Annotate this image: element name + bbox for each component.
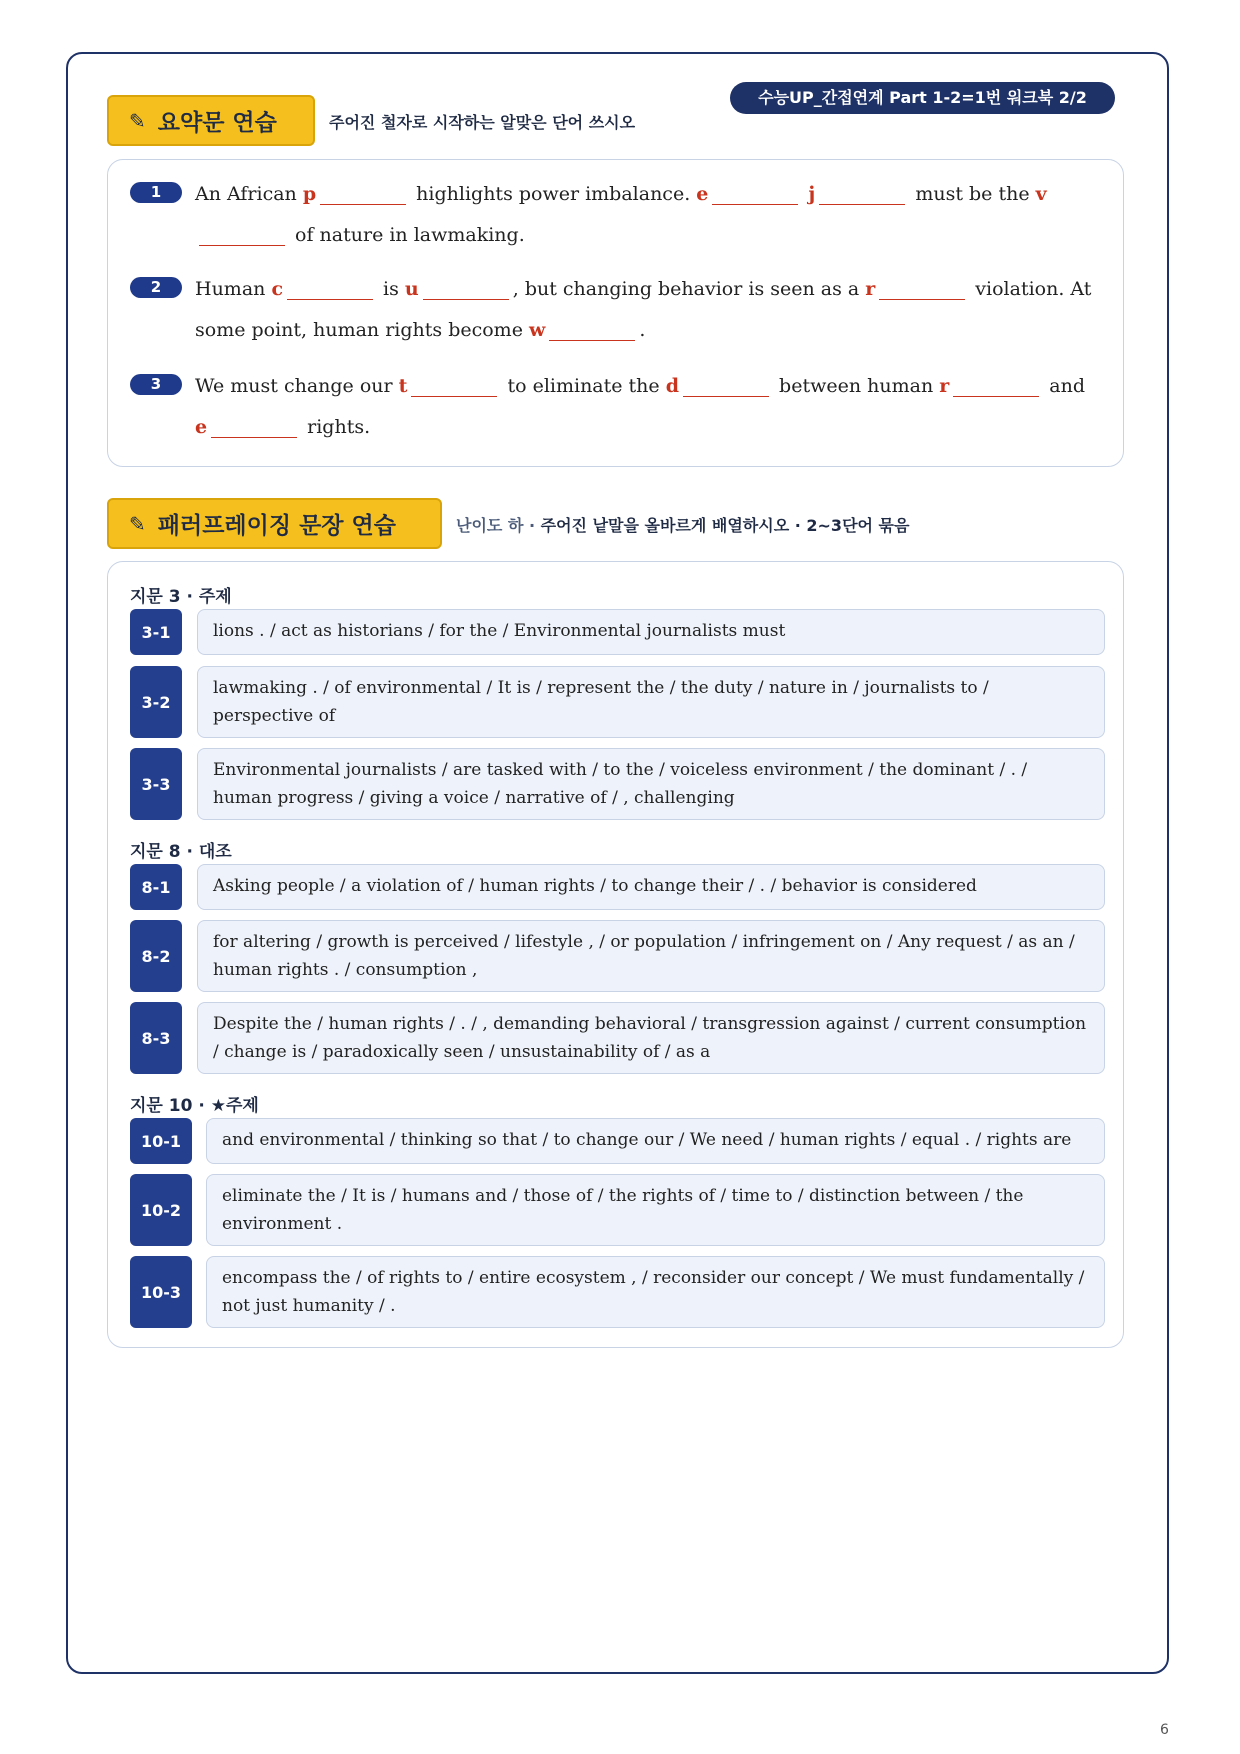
summary-item-text	[195, 269, 1100, 351]
hint-letter: u	[404, 278, 419, 300]
row-number: 10-1	[130, 1118, 192, 1164]
answer-blank[interactable]	[683, 374, 769, 397]
word-chunks: lawmaking . / of environmental / It is / represent the / the duty / nature in / journalists to / perspective of	[197, 666, 1105, 738]
summary-item-number: 2	[130, 277, 182, 298]
word-chunks: and environmental / thinking so that / to change our / We need / human rights / equal . / rights are	[206, 1118, 1105, 1164]
row-number: 8-2	[130, 920, 182, 992]
word-chunks: Environmental journalists / are tasked with / to the / voiceless environment / the dominant / . / human progress / giving a voice / narrative of / , challenging	[197, 748, 1105, 820]
hint-letter: e	[195, 416, 208, 438]
hint-letter: e	[696, 183, 709, 205]
sentence-fragment: rights.	[301, 416, 371, 438]
answer-blank[interactable]	[549, 318, 635, 341]
word-chunks: Asking people / a violation of / human rights / to change their / . / behavior is considered	[197, 864, 1105, 910]
row-number: 3-1	[130, 609, 182, 655]
paraphrase-instruction-text: 주어진 낱말을 올바르게 배열하시오 · 2~3단어 묶음	[540, 516, 910, 535]
difficulty-label: 난이도 하 ·	[456, 516, 541, 535]
summary-item-number: 1	[130, 182, 182, 203]
passage-label: 지문 10 · ★주제	[130, 1096, 259, 1116]
summary-instruction: 주어진 철자로 시작하는 알맞은 단어 쓰시오	[329, 113, 636, 132]
hint-letter: w	[528, 319, 546, 341]
answer-blank[interactable]	[423, 277, 509, 300]
answer-blank[interactable]	[879, 277, 965, 300]
answer-blank[interactable]	[199, 223, 285, 246]
hint-letter: v	[1035, 183, 1047, 205]
summary-item-text	[195, 366, 1100, 448]
answer-blank[interactable]	[953, 374, 1039, 397]
hint-letter: d	[665, 375, 680, 397]
paraphrase-row	[130, 748, 1105, 820]
sentence-fragment: , but changing behavior is seen as a	[512, 278, 866, 300]
answer-blank[interactable]	[287, 277, 373, 300]
word-chunks: lions . / act as historians / for the / Environmental journalists must	[197, 609, 1105, 655]
row-number: 8-3	[130, 1002, 182, 1074]
hint-letter: c	[271, 278, 284, 300]
pencil-icon: ✎	[129, 511, 146, 536]
sentence-fragment: An African	[195, 183, 303, 205]
row-number: 3-3	[130, 748, 182, 820]
paraphrase-row	[130, 920, 1105, 992]
paraphrase-row	[130, 1002, 1105, 1074]
answer-blank[interactable]	[411, 374, 497, 397]
paraphrase-row	[130, 666, 1105, 738]
paraphrase-section-tag	[107, 498, 442, 549]
page-number: 6	[1160, 1722, 1169, 1738]
paraphrase-section-title: 패러프레이징 문장 연습	[157, 513, 396, 539]
sentence-fragment: between human	[773, 375, 940, 397]
hint-letter: j	[808, 183, 816, 205]
sentence-fragment: is	[377, 278, 405, 300]
paraphrase-row	[130, 864, 1105, 910]
answer-blank[interactable]	[211, 415, 297, 438]
summary-item-number: 3	[130, 374, 182, 395]
summary-section-title: 요약문 연습	[157, 110, 277, 136]
sentence-fragment: We must change our	[195, 375, 399, 397]
pencil-icon: ✎	[129, 108, 146, 133]
summary-item-text	[195, 174, 1100, 256]
paraphrase-instruction	[456, 513, 909, 536]
sentence-fragment: must be the	[909, 183, 1036, 205]
row-number: 10-2	[130, 1174, 192, 1246]
hint-letter: p	[302, 183, 317, 205]
answer-blank[interactable]	[819, 182, 905, 205]
word-chunks: for altering / growth is perceived / lifestyle , / or population / infringement on / Any request / as an / human rights . / consumption ,	[197, 920, 1105, 992]
passage-label: 지문 8 · 대조	[130, 842, 232, 862]
row-number: 3-2	[130, 666, 182, 738]
sentence-fragment: violation. At some point, human rights become	[195, 278, 1092, 341]
sentence-fragment: .	[639, 319, 646, 341]
paraphrase-row	[130, 1256, 1105, 1328]
workbook-badge: 수능UP_간접연계 Part 1-2=1번 워크북 2/2	[730, 82, 1115, 114]
hint-letter: t	[398, 375, 408, 397]
passage-label: 지문 3 · 주제	[130, 587, 232, 607]
word-chunks: Despite the / human rights / . / , demanding behavioral / transgression against / current consumption / change is / paradoxically seen / unsustainability of / as a	[197, 1002, 1105, 1074]
row-number: 10-3	[130, 1256, 192, 1328]
answer-blank[interactable]	[320, 182, 406, 205]
answer-blank[interactable]	[712, 182, 798, 205]
sentence-fragment: of nature in lawmaking.	[289, 224, 525, 246]
hint-letter: r	[939, 375, 950, 397]
summary-section-tag	[107, 95, 315, 146]
sentence-fragment: highlights power imbalance.	[410, 183, 697, 205]
paraphrase-box	[107, 561, 1124, 1348]
word-chunks: encompass the / of rights to / entire ecosystem , / reconsider our concept / We must fundamentally / not just humanity / .	[206, 1256, 1105, 1328]
paraphrase-row	[130, 1118, 1105, 1164]
word-chunks: eliminate the / It is / humans and / those of / the rights of / time to / distinction between / the environment .	[206, 1174, 1105, 1246]
paraphrase-row	[130, 609, 1105, 655]
sentence-fragment: to eliminate the	[501, 375, 666, 397]
hint-letter: r	[865, 278, 876, 300]
row-number: 8-1	[130, 864, 182, 910]
sentence-fragment: Human	[195, 278, 272, 300]
summary-box	[107, 159, 1124, 467]
paraphrase-row	[130, 1174, 1105, 1246]
sentence-fragment: and	[1043, 375, 1086, 397]
